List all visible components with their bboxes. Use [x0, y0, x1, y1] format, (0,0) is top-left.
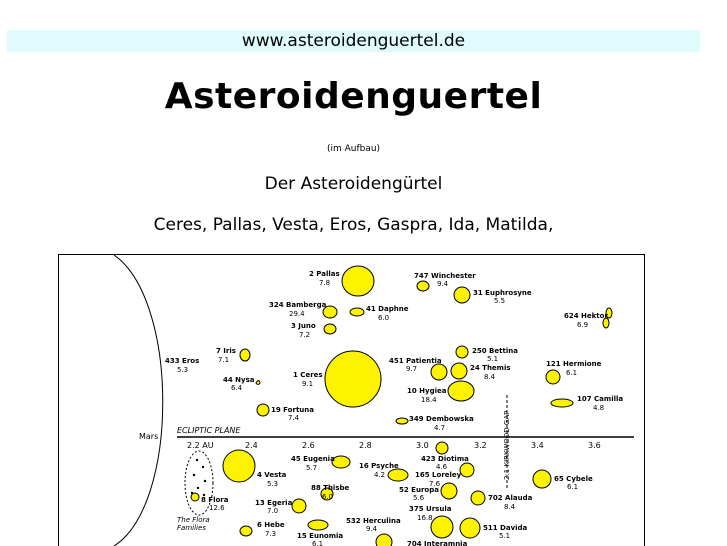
svg-text:702 Alauda: 702 Alauda — [488, 494, 533, 502]
axis-tick-label: 2.2 AU — [187, 441, 214, 450]
svg-text:5.5: 5.5 — [494, 297, 506, 305]
svg-text:4.2: 4.2 — [374, 471, 386, 479]
svg-text:423 Diotima: 423 Diotima — [421, 455, 469, 463]
page-subtitle: (im Aufbau) — [326, 144, 381, 154]
mars-orbit-arc — [114, 255, 163, 546]
asteroid-375-ursula — [409, 505, 453, 538]
asteroid-6-hebe — [240, 521, 285, 538]
svg-text:349 Dembowska: 349 Dembowska — [409, 415, 474, 423]
svg-text:6 Hebe: 6 Hebe — [257, 521, 285, 529]
svg-text:4.8: 4.8 — [593, 404, 605, 412]
svg-text:12.6: 12.6 — [209, 504, 225, 512]
svg-text:5.1: 5.1 — [499, 532, 511, 540]
svg-text:375 Ursula: 375 Ursula — [409, 505, 452, 513]
asteroid-702-alauda — [471, 491, 533, 511]
svg-text:747 Winchester: 747 Winchester — [414, 272, 476, 280]
asteroid-31-euphrosyne — [454, 287, 532, 305]
asteroid-704-interamnia — [376, 534, 468, 546]
asteroid-250-bettina — [456, 346, 518, 363]
svg-text:29.4: 29.4 — [289, 310, 305, 318]
asteroid-13-egeria — [255, 499, 306, 515]
svg-text:7.3: 7.3 — [265, 530, 277, 538]
asteroid-1-ceres — [293, 351, 381, 407]
svg-text:5.6: 5.6 — [413, 494, 425, 502]
kirkwood-gap-label: 2:1 KIRKWOOD GAP — [503, 410, 511, 480]
axis-tick-label: 3.0 — [416, 441, 429, 450]
axis-tick-label: 2.6 — [302, 441, 315, 450]
svg-text:19 Fortuna: 19 Fortuna — [271, 406, 314, 414]
svg-text:16 Psyche: 16 Psyche — [359, 462, 399, 470]
svg-text:5.3: 5.3 — [177, 366, 189, 374]
asteroid-19-fortuna — [257, 404, 314, 422]
ecliptic-plane-label: ECLIPTIC PLANE — [177, 426, 241, 435]
svg-text:44 Nysa: 44 Nysa — [223, 376, 255, 384]
svg-text:2 Pallas: 2 Pallas — [309, 270, 340, 278]
svg-text:7.6: 7.6 — [429, 480, 441, 488]
axis-tick-label: 2.8 — [359, 441, 372, 450]
svg-text:52 Europa: 52 Europa — [399, 486, 439, 494]
svg-text:6.9: 6.9 — [577, 321, 589, 329]
asteroid-451-patientia — [389, 357, 447, 380]
flora-family-dots — [191, 459, 206, 496]
svg-text:18.4: 18.4 — [421, 396, 437, 404]
svg-text:5.1: 5.1 — [487, 355, 499, 363]
svg-text:6.0: 6.0 — [322, 493, 334, 501]
asteroid-44-nysa — [223, 376, 260, 392]
svg-text:15 Eunomia: 15 Eunomia — [297, 532, 344, 540]
svg-text:7.2: 7.2 — [299, 331, 311, 339]
asteroid-15-eunomia — [297, 532, 343, 546]
svg-text:10 Hygiea: 10 Hygiea — [407, 387, 447, 395]
asteroid-4-vesta — [223, 450, 287, 488]
asteroid-107-camilla — [551, 395, 623, 412]
axis-tick-label: 3.4 — [531, 441, 544, 450]
svg-text:7.8: 7.8 — [319, 279, 331, 287]
svg-text:9.1: 9.1 — [302, 380, 314, 388]
asteroid-324-bamberga — [269, 301, 337, 318]
page-title: Asteroidenguertel — [164, 76, 543, 117]
asteroid-3-juno — [291, 322, 336, 339]
svg-text:3 Juno: 3 Juno — [291, 322, 316, 330]
diagram-svg — [59, 255, 644, 546]
svg-text:165 Loreley: 165 Loreley — [415, 471, 462, 479]
asteroid-511-davida — [460, 518, 528, 540]
svg-text:88 Thisbe: 88 Thisbe — [311, 484, 350, 492]
asteroid-45-eugenia — [291, 455, 350, 472]
svg-text:9.7: 9.7 — [406, 365, 418, 373]
svg-text:8.4: 8.4 — [504, 503, 516, 511]
svg-text:7.0: 7.0 — [267, 507, 279, 515]
svg-text:7.1: 7.1 — [218, 356, 230, 364]
svg-text:6.1: 6.1 — [567, 483, 579, 491]
asteroid-121-hermione — [546, 360, 602, 384]
svg-text:4.6: 4.6 — [436, 463, 448, 471]
svg-text:6.1: 6.1 — [312, 540, 324, 546]
svg-text:31 Euphrosyne: 31 Euphrosyne — [473, 289, 532, 297]
asteroid-2-pallas — [309, 266, 374, 296]
axis-tick-label: 2.4 — [245, 441, 258, 450]
svg-text:1 Ceres: 1 Ceres — [293, 371, 323, 379]
svg-text:6.4: 6.4 — [231, 384, 243, 392]
svg-text:9.4: 9.4 — [366, 525, 378, 533]
axis-tick-label: 3.2 — [474, 441, 487, 450]
asteroid-7-iris — [216, 347, 250, 364]
svg-text:24 Themis: 24 Themis — [470, 364, 511, 372]
asteroid-349-dembowska — [396, 415, 474, 432]
svg-text:5.7: 5.7 — [306, 464, 318, 472]
asteroid-10-hygiea — [407, 381, 474, 404]
svg-text:511 Davida: 511 Davida — [483, 524, 528, 532]
svg-text:121 Hermione: 121 Hermione — [546, 360, 602, 368]
svg-text:45 Eugenia: 45 Eugenia — [291, 455, 335, 463]
svg-text:41 Daphne: 41 Daphne — [366, 305, 409, 313]
asteroid-24-themis — [451, 363, 511, 381]
svg-text:13 Egeria: 13 Egeria — [255, 499, 293, 507]
svg-text:451 Patientia: 451 Patientia — [389, 357, 442, 365]
asteroid-433-eros — [165, 357, 199, 374]
asteroid-624-hektor — [564, 308, 612, 329]
section-heading: Der Asteroidengürtel — [264, 174, 443, 194]
svg-text:8 Flora: 8 Flora — [201, 496, 229, 504]
site-url[interactable]: www.asteroidenguertel.de — [7, 30, 700, 52]
svg-text:6.0: 6.0 — [378, 314, 390, 322]
flora-family-label: Families — [177, 524, 206, 532]
axis-tick-labels — [187, 441, 601, 450]
svg-text:4 Vesta: 4 Vesta — [257, 471, 287, 479]
flora-family-label: The Flora — [177, 516, 210, 524]
svg-text:16.8: 16.8 — [417, 514, 433, 522]
svg-text:107 Camilla: 107 Camilla — [577, 395, 624, 403]
asteroid-41-daphne — [350, 305, 409, 322]
asteroid-8-flora — [191, 493, 229, 512]
svg-text:7 Iris: 7 Iris — [216, 347, 236, 355]
asteroid-16-psyche — [359, 462, 408, 481]
asteroid-532-herculina — [308, 517, 401, 533]
svg-text:6.1: 6.1 — [566, 369, 578, 377]
svg-text:7.4: 7.4 — [288, 414, 300, 422]
asteroid-belt-diagram — [58, 254, 645, 546]
svg-text:5.3: 5.3 — [267, 480, 279, 488]
svg-text:433 Eros: 433 Eros — [165, 357, 200, 365]
svg-text:250 Bettina: 250 Bettina — [472, 347, 518, 355]
mars-label: Mars — [139, 432, 159, 441]
asteroid-52-europa — [399, 483, 457, 502]
svg-text:8.4: 8.4 — [484, 373, 496, 381]
asteroid-65-cybele — [533, 470, 593, 491]
svg-text:704 Interamnia: 704 Interamnia — [407, 540, 468, 546]
axis-tick-label: 3.6 — [588, 441, 601, 450]
asteroid-88-thisbe — [311, 484, 350, 501]
svg-text:624 Hektor: 624 Hektor — [564, 312, 608, 320]
svg-text:9.4: 9.4 — [437, 280, 449, 288]
asteroid-name-list: Ceres, Pallas, Vesta, Eros, Gaspra, Ida, Matilda, — [153, 215, 554, 235]
svg-text:324 Bamberga: 324 Bamberga — [269, 301, 327, 309]
svg-text:4.7: 4.7 — [434, 424, 446, 432]
svg-text:65 Cybele: 65 Cybele — [554, 475, 593, 483]
svg-text:532 Herculina: 532 Herculina — [346, 517, 401, 525]
